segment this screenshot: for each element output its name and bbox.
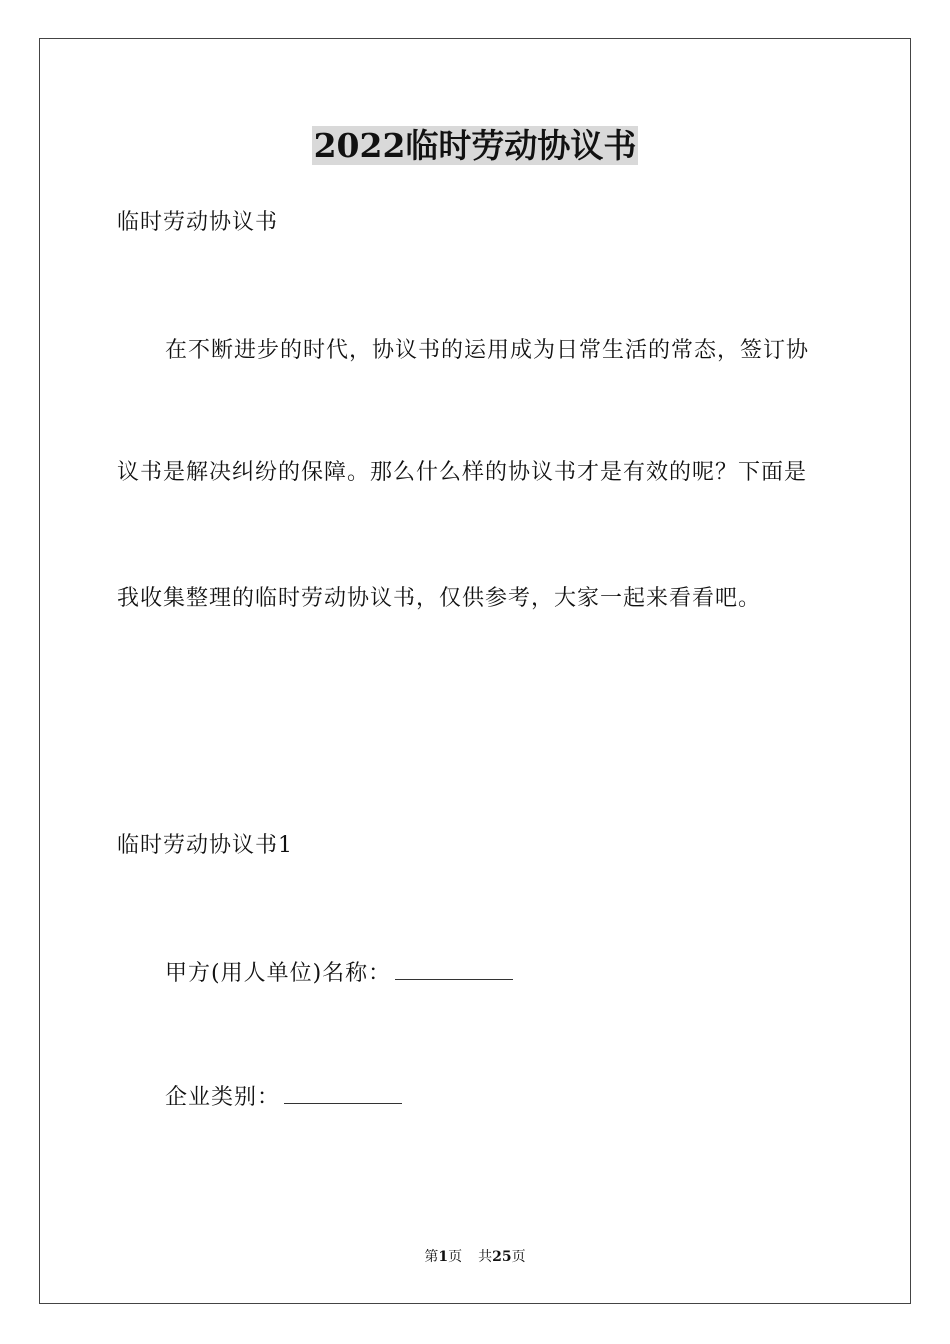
field-enterprise-type	[165, 1081, 402, 1113]
field-label: 企业类别：	[165, 1085, 281, 1110]
field-employer-name	[165, 957, 513, 989]
page-footer	[0, 1247, 950, 1267]
intro-paragraph-line-1: 在不断进步的时代，协议书的运用成为日常生活的常态，签订协	[165, 338, 810, 363]
section-heading: 临时劳动协议书1	[117, 833, 293, 858]
footer-total-suffix: 页	[511, 1249, 526, 1265]
fill-in-blank	[284, 1081, 402, 1104]
document-title-text: 2022临时劳动协议书	[313, 126, 637, 165]
footer-page-prefix: 第	[424, 1249, 439, 1265]
fill-in-blank	[395, 957, 513, 980]
intro-paragraph-line-2: 议书是解决纠纷的保障。那么什么样的协议书才是有效的呢？下面是	[117, 460, 808, 485]
intro-paragraph-line-3: 我收集整理的临时劳动协议书，仅供参考，大家一起来看看吧。	[117, 586, 762, 611]
footer-total-prefix: 共	[478, 1249, 493, 1265]
document-title	[0, 124, 950, 168]
footer-total-pages: 25	[492, 1249, 512, 1265]
document-subtitle: 临时劳动协议书	[117, 210, 279, 235]
field-label: 甲方(用人单位)名称：	[165, 961, 392, 986]
footer-page-suffix: 页	[448, 1249, 463, 1265]
footer-page-number: 1	[438, 1249, 449, 1265]
